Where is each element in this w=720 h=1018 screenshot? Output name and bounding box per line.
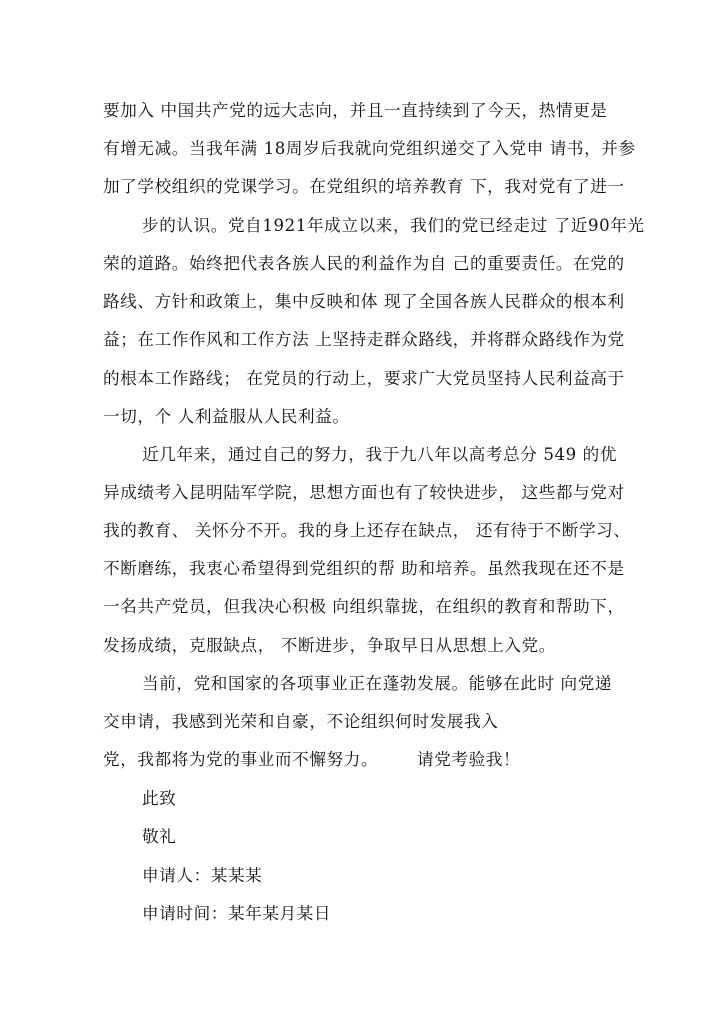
application-date-line: 申请时间：某年某月某日 <box>142 904 332 923</box>
text-line: 异成绩考入昆明陆军学院，思想方面也有了较快进步， 这些都与党对 <box>103 483 625 502</box>
text-line: 益；在工作作风和工作方法 上坚持走群众路线，并将群众路线作为党 <box>103 330 625 349</box>
closing-statement: 请党考验我！ <box>417 750 521 769</box>
text-line: 一名共产党员，但我决心积极 向组织靠拢，在组织的教育和帮助下， <box>103 597 625 616</box>
text-line: 要加入 中国共产党的远大志向，并且一直持续到了今天，热情更是 <box>103 101 608 120</box>
text-line: 步的认识。党自1921年成立以来，我们的党已经走过 了近90年光 <box>142 216 645 235</box>
text-line: 不断磨练，我衷心希望得到党组织的帮 助和培养。虽然我现在还不是 <box>103 559 625 578</box>
text-line: 发扬成绩，克服缺点， 不断进步，争取早日从思想上入党。 <box>103 636 556 655</box>
regards: 敬礼 <box>142 827 177 846</box>
text-line: 当前，党和国家的各项事业正在蓬勃发展。能够在此时 向党递 <box>142 674 613 693</box>
text-line: 交申请，我感到光荣和自豪，不论组织何时发展我入 <box>103 712 499 731</box>
text-line: 路线、方针和政策上，集中反映和体 现了全国各族人民群众的根本利 <box>103 292 625 311</box>
text-line: 荣的道路。始终把代表各族人民的利益作为自 己的重要责任。在党的 <box>103 254 625 273</box>
text-line: 的根本工作路线； 在党员的行动上，要求广大党员坚持人民利益高于 <box>103 369 625 388</box>
text-line: 一切，个 人利益服从人民利益。 <box>103 407 350 426</box>
text-line: 加了学校组织的党课学习。在党组织的培养教育 下，我对党有了进一 <box>103 177 625 196</box>
text-line: 近几年来，通过自己的努力，我于九八年以高考总分 549 的优 <box>142 445 618 464</box>
text-line: 党，我都将为党的事业而不懈努力。 <box>103 750 379 769</box>
applicant-line: 申请人：某某某 <box>142 866 263 885</box>
text-line: 我的教育、 关怀分不开。我的身上还存在缺点， 还有待于不断学习、 <box>103 521 631 540</box>
text-line: 有增无减。当我年满 18周岁后我就向党组织递交了入党申 请书，并参 <box>103 139 636 158</box>
salutation: 此致 <box>142 789 177 808</box>
